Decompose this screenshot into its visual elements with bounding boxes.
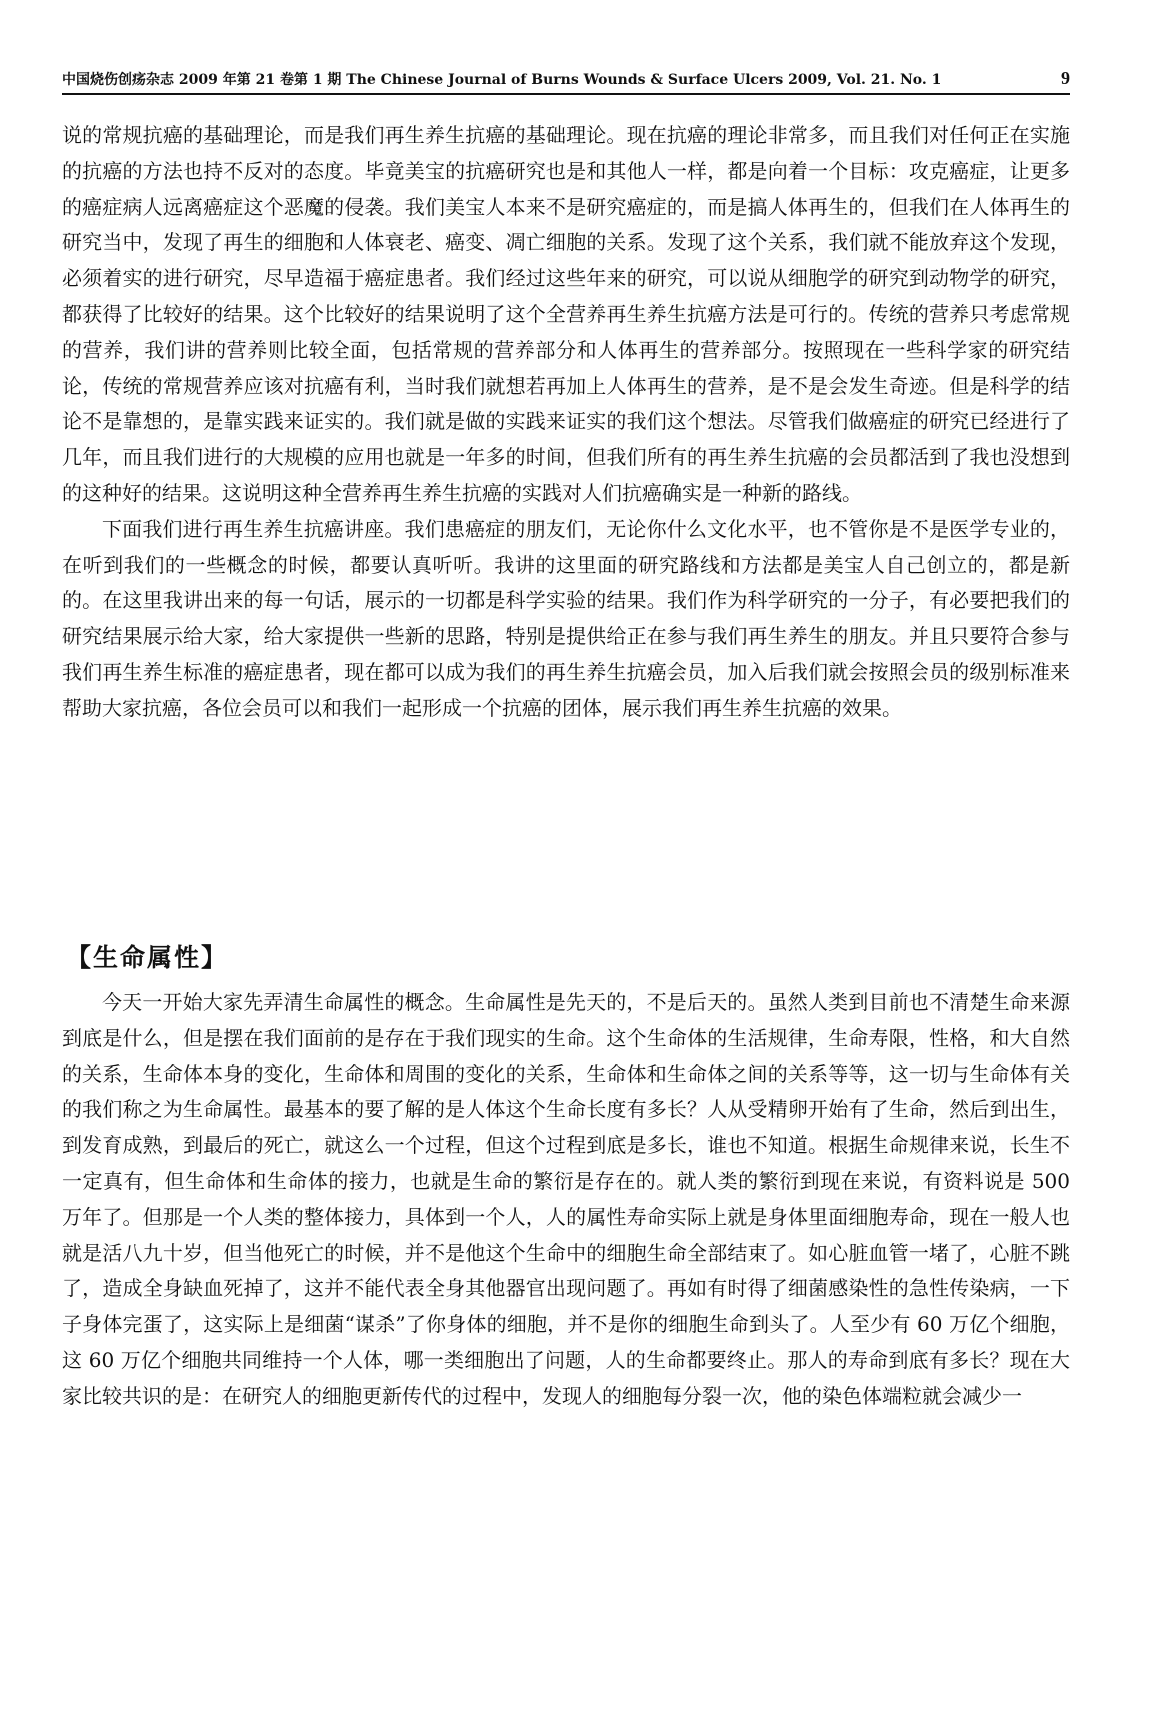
paragraph: 下面我们进行再生养生抗癌讲座。我们患癌症的朋友们，无论你什么文化水平，也不管你是不是医学专业的，在听到我们的一些概念的时候，都要认真听听。我讲的这里面的研究路线和方法都是美宝人自己创立的，都是新的。在这里我讲出来的每一句话，展示的一切都是科学实验的结果。我们作为科学研究的一分子，有必要把我们的研究结果展示给大家，给大家提供一些新的思路，特别是提供给正在参与我们再生养生的朋友。并且只要符合参与我们再生养生标准的癌症患者，现在都可以成为我们的再生养生抗癌会员，加入后我们就会按照会员的级别标准来帮助大家抗癌，各位会员可以和我们一起形成一个抗癌的团体，展示我们再生养生抗癌的效果。 — [62, 516, 1070, 720]
paragraph: 今天一开始大家先弄清生命属性的概念。生命属性是先天的，不是后天的。虽然人类到目前也不清楚生命来源到底是什么，但是摆在我们面前的是存在于我们现实的生命。这个生命体的生活规律，生命寿限，性格，和大自然的关系，生命体本身的变化，生命体和周围的变化的关系，生命体和生命体之间的关系等等，这一切与生命体有关的我们称之为生命属性。最基本的要了解的是人体这个生命长度有多长？人从受精卵开始有了生命，然后到出生，到发育成熟，到最后的死亡，就这么一个过程，但这个过程到底是多长，谁也不知道。根据生命规律来说，长生不一定真有，但生命体和生命体的接力，也就是生命的繁衍是存在的。就人类的繁衍到现在来说，有资料说是 500 万年了。但那是一个人类的整体接力，具体到一个人，人的属性寿命实际上就是身体里面细胞寿命，现在一般人也就是活八九十岁，但当他死亡的时候，并不是他这个生命中的细胞生命全部结束了。如心脏血管一堵了，心脏不跳了，造成全身缺血死掉了，这并不能代表全身其他器官出现问题了。再如有时得了细菌感染性的急性传染病，一下子身体完蛋了，这实际上是细菌“谋杀”了你身体的细胞，并不是你的细胞生命到头了。人至少有 60 万亿个细胞，这 60 万亿个细胞共同维持一个人体，哪一类细胞出了问题，人的生命都要终止。那人的寿命到底有多长？现在大家比较共识的是：在研究人的细胞更新传代的过程中，发现人的细胞每分裂一次，他的染色体端粒就会减少一 — [62, 990, 1070, 1408]
journal-citation: 中国烧伤创疡杂志 2009 年第 21 卷第 1 期 The Chinese Journal of Burns Wounds & Surface Ulcers 2009, Vol. 21. No. 1 — [62, 72, 942, 88]
paragraph: 说的常规抗癌的基础理论，而是我们再生养生抗癌的基础理论。现在抗癌的理论非常多，而且我们对任何正在实施的抗癌的方法也持不反对的态度。毕竟美宝的抗癌研究也是和其他人一样，都是向着一个目标：攻克癌症，让更多的癌症病人远离癌症这个恶魔的侵袭。我们美宝人本来不是研究癌症的，而是搞人体再生的，但我们在人体再生的研究当中，发现了再生的细胞和人体衰老、癌变、凋亡细胞的关系。发现了这个关系，我们就不能放弃这个发现，必须着实的进行研究，尽早造福于癌症患者。我们经过这些年来的研究，可以说从细胞学的研究到动物学的研究，都获得了比较好的结果。这个比较好的结果说明了这个全营养再生养生抗癌方法是可行的。传统的营养只考虑常规的营养，我们讲的营养则比较全面，包括常规的营养部分和人体再生的营养部分。按照现在一些科学家的研究结论，传统的常规营养应该对抗癌有利，当时我们就想若再加上人体再生的营养，是不是会发生奇迹。但是科学的结论不是靠想的，是靠实践来证实的。我们就是做的实践来证实的我们这个想法。尽管我们做癌症的研究已经进行了几年，而且我们进行的大规模的应用也就是一年多的时间，但我们所有的再生养生抗癌的会员都活到了我也没想到的这种好的结果。这说明这种全营养再生养生抗癌的实践对人们抗癌确实是一种新的路线。 — [62, 123, 1070, 505]
page-number: 9 — [1061, 68, 1070, 88]
body-text-lower — [62, 985, 1070, 1415]
running-header — [62, 68, 1070, 95]
body-text-upper — [62, 118, 1070, 727]
section-heading: 【生命属性】 — [66, 943, 229, 972]
